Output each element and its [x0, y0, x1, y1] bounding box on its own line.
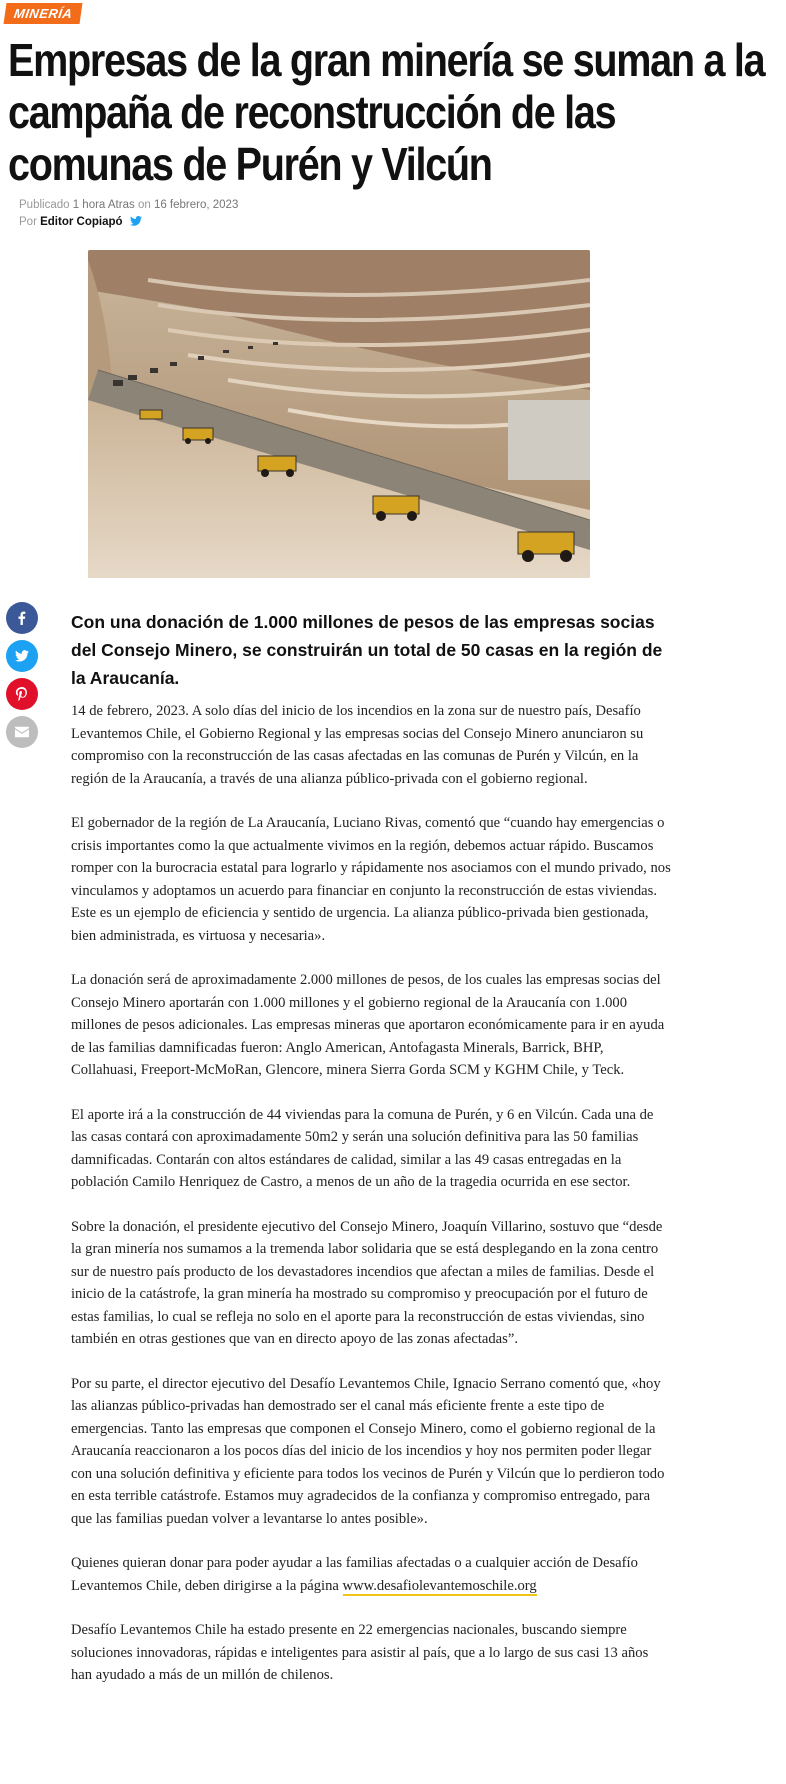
published-date: 16 febrero, 2023 — [153, 199, 239, 211]
paragraph: Sobre la donación, el presidente ejecutivo del Consejo Minero, Joaquín Villarino, sostuvo que “desde la gran minería nos sumamos a la tremenda labor solidaria que se está desplegando en la zona centro sur de nuestro país producto de los devastadores incendios que afectan a miles de familias. Desde el inicio de la catástrofe, la gran minería ha mostrado su compromiso y preocupación por el futuro de estas familias, lo cual se refleja no solo en el aporte para la reconstrucción de estas viviendas, sino también en otras gestiones que van en directo apoyo de las zonas afectadas”. — [71, 1218, 663, 1347]
paragraph: La donación será de aproximadamente 2.000 millones de pesos, de los cuales las empresas socias del Consejo Minero aportarán con 1.000 millones y el gobierno regional de la Araucanía con 1.000 millones de pesos adicionales. Las empresas mineras que aportaron económicamente para ir en ayuda de las familias damnificadas fueron: Anglo American, Antofagasta Minerals, Barrick, BHP, Collahuasi, Freeport-McMoRan, Glencore, minera Sierra Gorda SCM y KGHM Chile, y Teck. — [71, 972, 665, 1078]
facebook-icon — [15, 611, 29, 625]
paragraph: El gobernador de la región de La Araucanía, Luciano Rivas, comentó que “cuando hay emergencias o crisis importantes como la que actualmente vivimos en la región, debemos actuar rápido. Buscamos romper con la burocracia estatal para lograrlo y rápidamente nos asociamos con el mundo privado, nos vinculamos y adoptamos un acuerdo para financiar en conjunto la reconstrucción de estas viviendas. Este es un ejemplo de eficiencia y sentido de urgencia. La alianza público-privada bien gestionada, bien administrada, es virtuosa y necesaria». — [71, 815, 671, 944]
donate-paragraph — [71, 1552, 671, 1597]
author-link[interactable]: Editor Copiapó — [40, 216, 123, 228]
pinterest-icon — [15, 687, 29, 701]
twitter-icon — [15, 649, 29, 663]
article-meta — [19, 197, 238, 231]
share-twitter-button[interactable] — [6, 640, 38, 672]
paragraph: 14 de febrero, 2023. A solo días del inicio de los incendios en la zona sur de nuestro país, Desafío Levantemos Chile, el Gobierno Regional y las empresas socias del Consejo Minero anunciaron su compromiso con la reconstrucción de las casas afectadas en las comunas de Purén y Vilcún, en la región de la Araucanía, a través de una alianza público-privada con el gobierno regional. — [71, 703, 644, 787]
paragraph: Por su parte, el director ejecutivo del Desafío Levantemos Chile, Ignacio Serrano comentó que, «hoy las alianzas público-privadas han demostrado ser el canal más eficiente frente a este tipo de emergencias. Tanto las empresas que componen el Consejo Minero, como el gobierno regional de la Araucanía reaccionaron a los pocos días del inicio de los incendios y hoy nos permiten poder llegar con una solución definitiva y eficiente para todos los vecinos de Purén y Vilcún que lo perdieron todo en esta terrible catástrofe. Estamos muy agradecidos de la confianza y compromiso entregado, para que las familias puedan volver a levantarse lo antes posible». — [71, 1375, 665, 1527]
share-email-button[interactable] — [6, 716, 38, 748]
published-on: on — [137, 199, 151, 211]
share-pinterest-button[interactable] — [6, 678, 38, 710]
closing-paragraph: Desafío Levantemos Chile ha estado presente en 22 emergencias nacionales, buscando siempre soluciones innovadoras, rápidas e inteligentes para asistir al país, que a lo largo de sus casi 13 años han ayudado a más de un millón de chilenos. — [71, 1622, 649, 1683]
article-body — [71, 700, 671, 1709]
share-facebook-button[interactable] — [6, 602, 38, 634]
mine-illustration — [88, 250, 590, 578]
by-label: Por — [19, 216, 37, 228]
article-lead: Con una donación de 1.000 millones de pesos de las empresas socias del Consejo Minero, se construirán un total de 50 casas en la región de la Araucanía. — [71, 612, 663, 688]
donate-text: Quienes quieran donar para poder ayudar a las familias afectadas o a cualquier acción de Desafío Levantemos Chile, deben dirigirse a la página — [71, 1555, 638, 1594]
published-ago: 1 hora Atras — [72, 199, 135, 211]
paragraph: El aporte irá a la construcción de 44 viviendas para la comuna de Purén, y 6 en Vilcún. Cada una de las casas contará con aproximadamente 50m2 y serán una solución definitiva para las 50 familias damnificadas. Contarán con altos estándares de calidad, similar a las 49 casas entregadas en la población Camilo Henriquez de Castro, a menos de un año de la tragedia ocurrida en ese sector. — [71, 1106, 654, 1190]
article-title: Empresas de la gran minería se suman a la campaña de reconstrucción de las comunas de Purén y Vilcún — [8, 34, 765, 190]
email-icon — [15, 725, 29, 739]
category-badge[interactable]: MINERÍA — [4, 3, 83, 24]
author-twitter-icon[interactable] — [130, 216, 142, 226]
donate-link[interactable]: www.desafiolevantemoschile.org — [342, 1577, 537, 1594]
published-prefix: Publicado — [19, 199, 70, 211]
hero-image-mine-trucks — [88, 250, 590, 578]
